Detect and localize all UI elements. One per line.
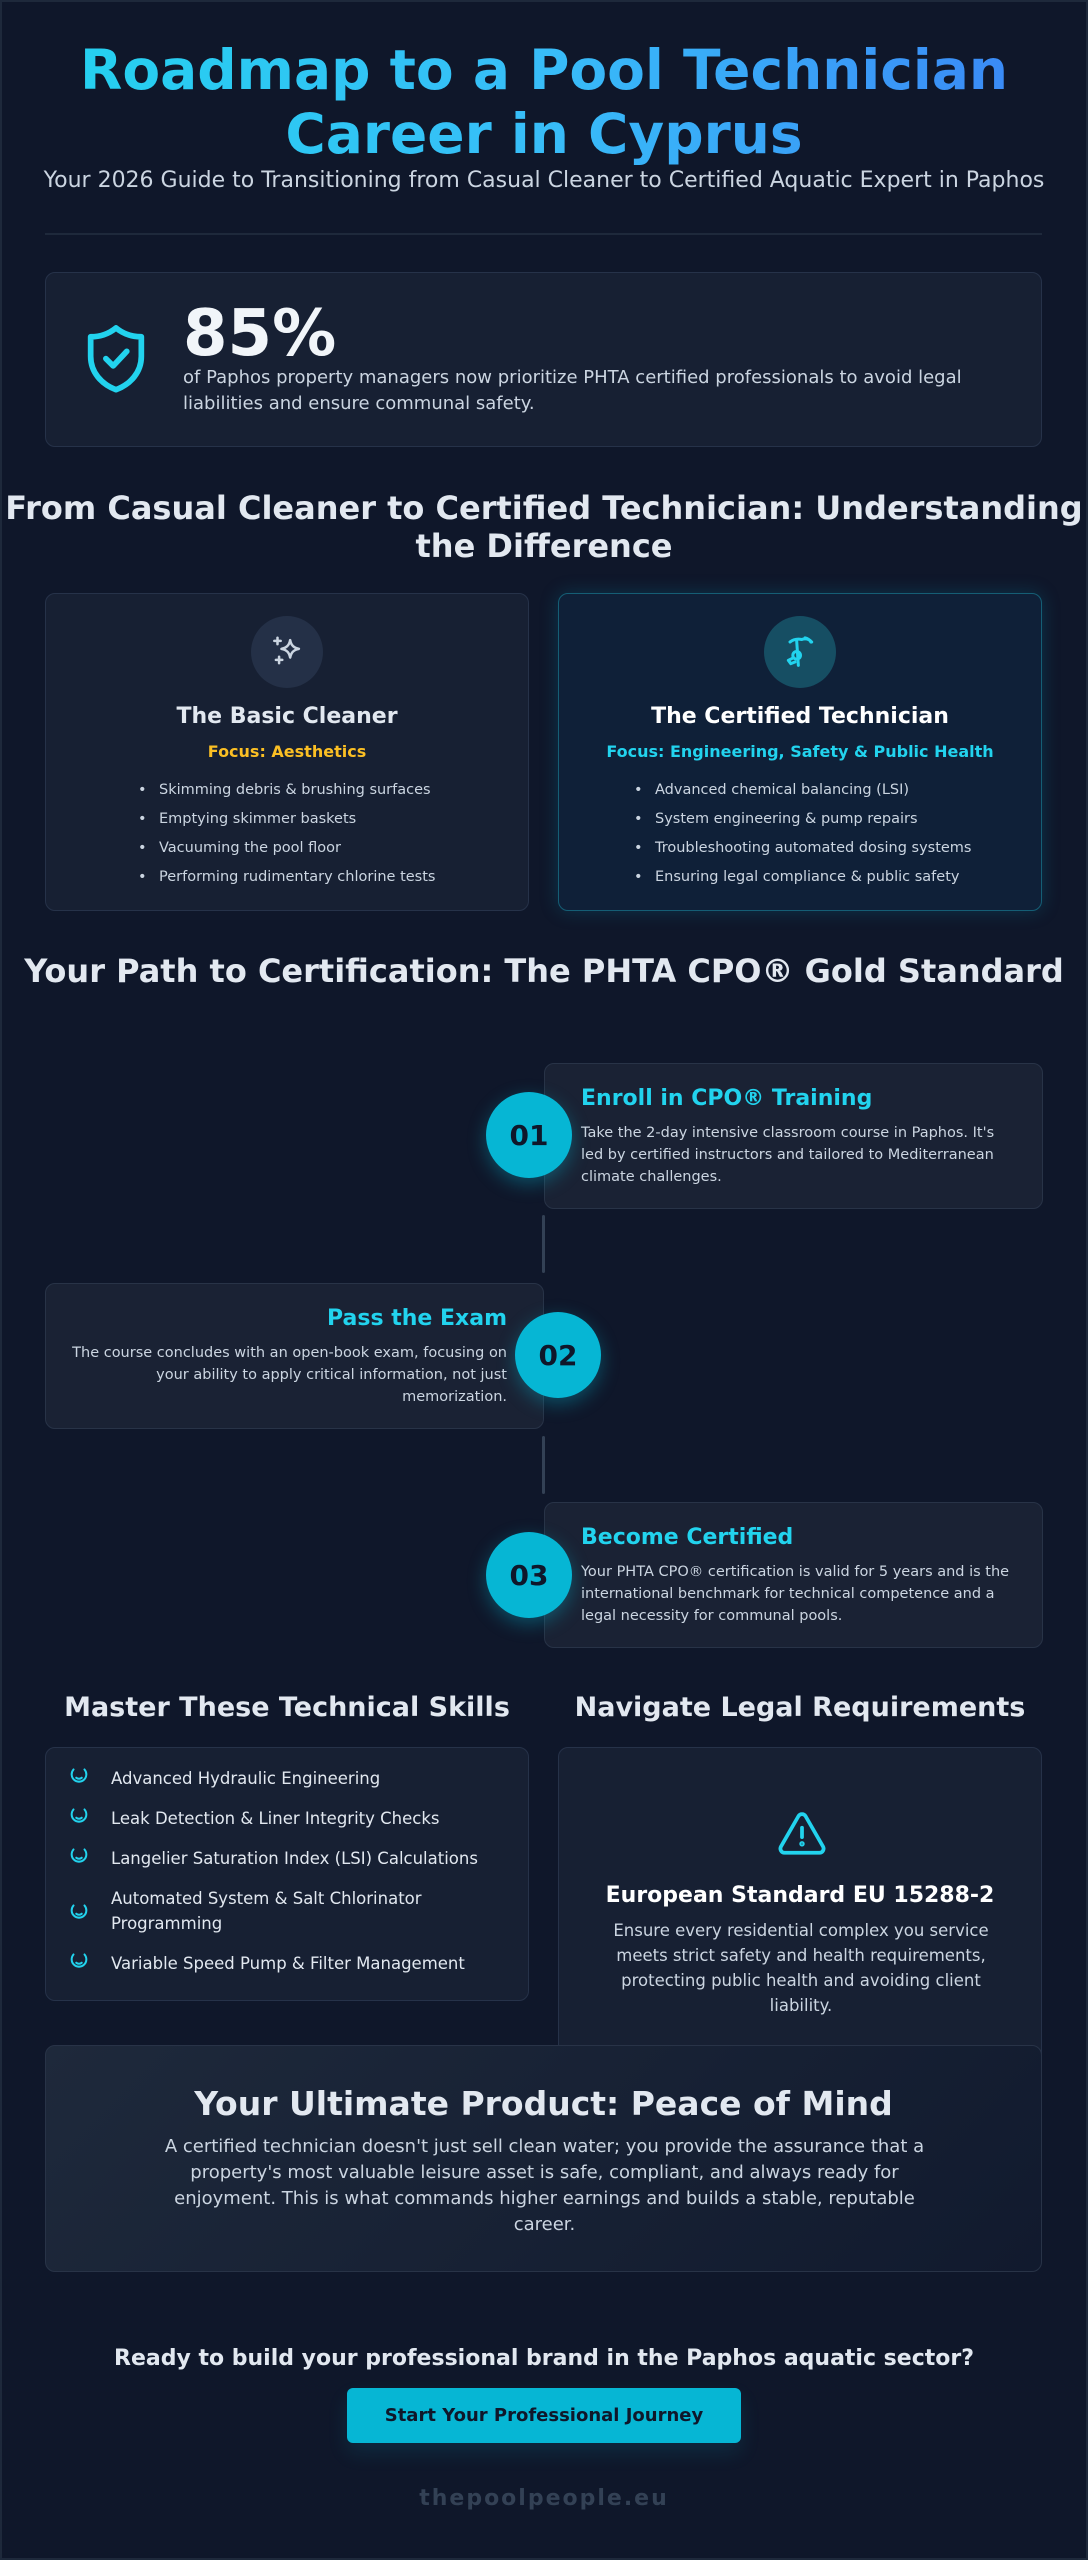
step-3-card xyxy=(544,1502,1043,1648)
step-2-card xyxy=(45,1283,544,1429)
step-3-description: Your PHTA CPO® certification is valid for 5 years and is the international benchmark for technical competence and a legal necessity for communal pools. xyxy=(581,1564,1010,1624)
timeline-connector xyxy=(542,1436,545,1494)
footer-brand: thepoolpeople.eu xyxy=(419,2486,669,2511)
skills-card xyxy=(45,1747,529,2001)
warning-triangle-icon xyxy=(777,1810,827,1856)
step-3-title: Become Certified xyxy=(581,1525,794,1550)
peace-of-mind-title: Your Ultimate Product: Peace of Mind xyxy=(194,2084,893,2123)
stat-value: 85% xyxy=(183,297,337,371)
peace-of-mind-card xyxy=(45,2045,1042,2272)
page-subtitle: Your 2026 Guide to Transitioning from Casual Cleaner to Certified Aquatic Expert in Paphos xyxy=(43,168,1045,193)
list-item: • Emptying skimmer baskets xyxy=(138,805,435,834)
basic-cleaner-list xyxy=(138,776,435,892)
list-item: • Performing rudimentary chlorine tests xyxy=(138,863,435,892)
step-2-description: The course concludes with an open-book exam, focusing on your ability to apply critical information, not just memorization. xyxy=(72,1345,507,1405)
shield-check-icon xyxy=(78,318,154,398)
list-item: • Advanced chemical balancing (LSI) xyxy=(634,776,972,805)
certified-technician-card xyxy=(558,593,1042,911)
water-drop-cycle-icon xyxy=(68,1804,90,1826)
certified-technician-focus: Focus: Engineering, Safety & Public Health xyxy=(606,742,994,761)
legal-card xyxy=(558,1747,1042,2067)
water-drop-cycle-icon xyxy=(68,1844,90,1866)
step-1-number-badge: 01 xyxy=(486,1092,572,1178)
header-divider xyxy=(45,233,1042,235)
skill-label: Advanced Hydraulic Engineering xyxy=(111,1769,381,1788)
peace-of-mind-text: A certified technician doesn't just sell clean water; you provide the assurance that a property's most valuable leisure asset is safe, compliant, and always ready for enjoyment. This is what commands higher earnings and builds a stable, reputable career. xyxy=(164,2136,925,2235)
skill-item xyxy=(68,1886,508,1936)
skill-item xyxy=(68,1766,508,1791)
step-2-title: Pass the Exam xyxy=(327,1306,507,1331)
skill-item xyxy=(68,1806,508,1831)
list-item: • System engineering & pump repairs xyxy=(634,805,972,834)
basic-cleaner-card xyxy=(45,593,529,911)
skills-heading: Master These Technical Skills xyxy=(64,1692,510,1723)
pickaxe-engineering-icon xyxy=(780,632,820,672)
cta-question: Ready to build your professional brand in the Paphos aquatic sector? xyxy=(114,2346,974,2371)
stat-description: of Paphos property managers now prioritize PHTA certified professionals to avoid legal liabilities and ensure communal safety. xyxy=(183,367,962,414)
legal-standard-title: European Standard EU 15288-2 xyxy=(605,1883,995,1908)
basic-cleaner-title: The Basic Cleaner xyxy=(176,704,398,729)
step-1-title: Enroll in CPO® Training xyxy=(581,1086,873,1111)
list-item: • Vacuuming the pool floor xyxy=(138,834,435,863)
water-drop-cycle-icon xyxy=(68,1949,90,1971)
list-item: • Troubleshooting automated dosing systems xyxy=(634,834,972,863)
page-title: Roadmap to a Pool Technician Career in Cyprus xyxy=(0,38,1088,166)
skill-item xyxy=(68,1846,508,1871)
skill-label: Langelier Saturation Index (LSI) Calculations xyxy=(111,1849,478,1868)
list-item: • Skimming debris & brushing surfaces xyxy=(138,776,435,805)
certified-technician-icon-circle xyxy=(764,616,836,688)
path-heading: Your Path to Certification: The PHTA CPO® Gold Standard xyxy=(24,952,1064,990)
step-1-card xyxy=(544,1063,1043,1209)
certified-technician-title: The Certified Technician xyxy=(651,704,949,729)
comparison-heading: From Casual Cleaner to Certified Technician: Understanding the Difference xyxy=(5,489,1083,565)
step-3-number-badge: 03 xyxy=(486,1532,572,1618)
step-1-description: Take the 2-day intensive classroom course in Paphos. It's led by certified instructors and tailored to Mediterranean climate challenges. xyxy=(581,1125,995,1185)
water-drop-cycle-icon xyxy=(68,1764,90,1786)
skill-label: Leak Detection & Liner Integrity Checks xyxy=(111,1809,440,1828)
basic-cleaner-focus: Focus: Aesthetics xyxy=(207,742,367,761)
list-item: • Ensuring legal compliance & public safety xyxy=(634,863,972,892)
skills-list xyxy=(68,1766,508,1991)
certified-technician-list xyxy=(634,776,972,892)
skill-item xyxy=(68,1951,508,1976)
legal-heading: Navigate Legal Requirements xyxy=(574,1692,1026,1723)
sparkles-icon xyxy=(268,633,306,671)
water-drop-cycle-icon xyxy=(68,1900,90,1922)
skill-label: Variable Speed Pump & Filter Management xyxy=(111,1954,465,1973)
start-journey-button[interactable]: Start Your Professional Journey xyxy=(347,2388,741,2443)
step-2-number-badge: 02 xyxy=(515,1312,601,1398)
legal-description: Ensure every residential complex you service meets strict safety and health requirements, protecting public health and avoiding client liability. xyxy=(613,1921,989,2015)
timeline-connector xyxy=(542,1215,545,1273)
skill-label: Automated System & Salt Chlorinator Programming xyxy=(111,1889,422,1933)
basic-cleaner-icon-circle xyxy=(251,616,323,688)
